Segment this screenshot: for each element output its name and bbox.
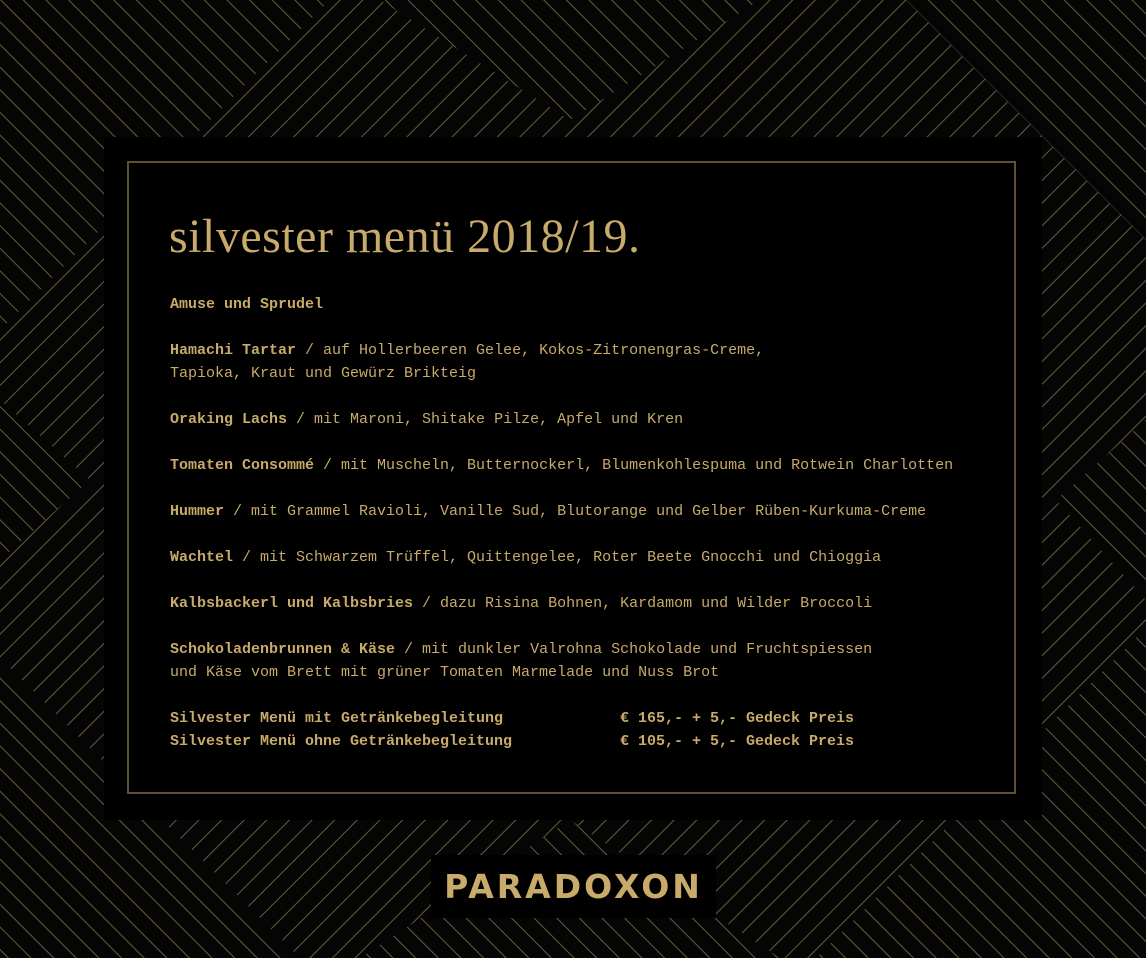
course-line <box>170 546 1010 569</box>
course-name: Kalbsbackerl und Kalbsbries <box>170 595 414 612</box>
page-title: silvester menü 2018/19. <box>169 210 641 263</box>
course-name: Hamachi Tartar <box>170 342 297 359</box>
course-name: Hummer <box>170 503 225 520</box>
menu-course <box>170 339 1010 385</box>
course-description: Tapioka, Kraut und Gewürz Brikteig <box>170 365 477 382</box>
menu-panel <box>104 137 1042 820</box>
menu-course <box>170 546 1010 569</box>
course-line <box>170 592 1010 615</box>
course-line <box>170 638 1010 661</box>
course-line <box>170 293 1010 316</box>
menu-course <box>170 293 1010 316</box>
price-label: Silvester Menü mit Getränkebegleitung <box>170 710 504 727</box>
menu-course <box>170 454 1010 477</box>
course-line <box>170 500 1010 523</box>
menu-course <box>170 500 1010 523</box>
course-line <box>170 454 1010 477</box>
course-description: / auf Hollerbeeren Gelee, Kokos-Zitronengras-Creme, <box>296 342 765 359</box>
menu-course <box>170 638 1010 684</box>
course-description: / mit Maroni, Shitake Pilze, Apfel und Kren <box>287 411 684 428</box>
price-row <box>170 707 1010 730</box>
course-name: Schokoladenbrunnen & Käse <box>170 641 396 658</box>
price-value: € 105,- + 5,- Gedeck Preis <box>620 733 855 750</box>
course-description: / mit Schwarzem Trüffel, Quittengelee, Roter Beete Gnocchi und Chioggia <box>233 549 882 566</box>
course-name: Tomaten Consommé <box>170 457 315 474</box>
course-description: / dazu Risina Bohnen, Kardamom und Wilder Broccoli <box>413 595 873 612</box>
course-name: Oraking Lachs <box>170 411 288 428</box>
course-description: / mit dunkler Valrohna Schokolade und Fruchtspiessen <box>395 641 873 658</box>
course-description: und Käse vom Brett mit grüner Tomaten Marmelade und Nuss Brot <box>170 664 720 681</box>
course-description: / mit Grammel Ravioli, Vanille Sud, Blutorange und Gelber Rüben-Kurkuma-Creme <box>224 503 927 520</box>
course-line <box>170 339 1010 362</box>
price-row <box>170 730 1010 753</box>
price-label: Silvester Menü ohne Getränkebegleitung <box>170 733 513 750</box>
course-name: Amuse und Sprudel <box>170 296 324 313</box>
price-value: € 165,- + 5,- Gedeck Preis <box>620 710 855 727</box>
price-list <box>170 707 1010 753</box>
menu-course <box>170 592 1010 615</box>
brand-name: PARADOXON <box>444 867 703 906</box>
menu-list <box>170 293 1010 753</box>
course-line <box>170 408 1010 431</box>
menu-course <box>170 408 1010 431</box>
course-description: / mit Muscheln, Butternockerl, Blumenkohlespuma und Rotwein Charlotten <box>314 457 954 474</box>
brand-logo <box>431 855 716 918</box>
course-name: Wachtel <box>170 549 234 566</box>
